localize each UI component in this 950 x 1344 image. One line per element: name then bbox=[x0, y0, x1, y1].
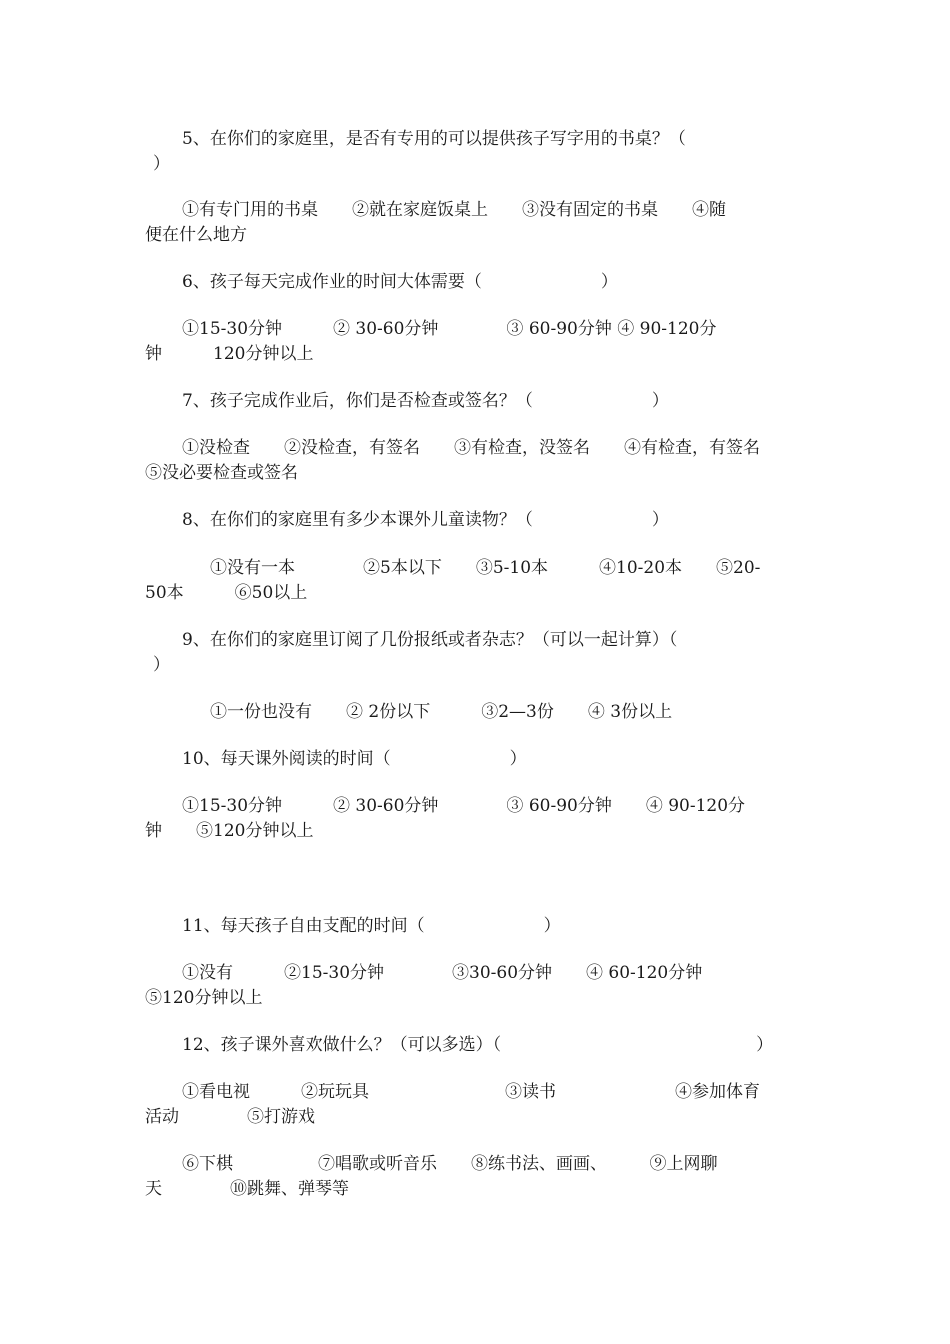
question-9-options: ①一份也没有 ② 2份以下 ③2—3份 ④ 3份以上 bbox=[210, 702, 673, 722]
question-12-options-cont: 活动 ⑤打游戏 bbox=[145, 1107, 315, 1127]
question-6-options: ①15-30分钟 ② 30-60分钟 ③ 60-90分钟 ④ 90-120分 bbox=[182, 319, 717, 339]
question-5-options: ①有专门用的书桌 ②就在家庭饭桌上 ③没有固定的书桌 ④随 bbox=[182, 200, 726, 220]
question-11-options-cont: ⑤120分钟以上 bbox=[145, 988, 263, 1008]
question-10-options: ①15-30分钟 ② 30-60分钟 ③ 60-90分钟 ④ 90-120分 bbox=[182, 796, 746, 816]
question-12-options-extra-cont: 天 ⑩跳舞、弹琴等 bbox=[145, 1179, 349, 1199]
question-7-options: ①没检查 ②没检查，有签名 ③有检查，没签名 ④有检查，有签名 bbox=[182, 438, 760, 458]
question-5-options-cont: 便在什么地方 bbox=[145, 225, 247, 245]
question-12-options: ①看电视 ②玩玩具 ③读书 ④参加体育 bbox=[182, 1082, 760, 1102]
question-8-options: ①没有一本 ②5本以下 ③5-10本 ④10-20本 ⑤20- bbox=[210, 558, 761, 578]
question-5-text-cont: ） bbox=[153, 154, 170, 174]
question-11-options: ①没有 ②15-30分钟 ③30-60分钟 ④ 60-120分钟 bbox=[182, 963, 703, 983]
question-10-text: 10、每天课外阅读的时间（ ） bbox=[182, 749, 527, 769]
question-12-text: 12、孩子课外喜欢做什么？（可以多选）（ ） bbox=[182, 1035, 774, 1055]
question-8-options-cont: 50本 ⑥50以上 bbox=[145, 583, 308, 603]
question-11-text: 11、每天孩子自由支配的时间（ ） bbox=[182, 916, 561, 936]
question-12-options-extra: ⑥下棋 ⑦唱歌或听音乐 ⑧练书法、画画、 ⑨上网聊 bbox=[182, 1154, 718, 1174]
question-5-text: 5、在你们的家庭里，是否有专用的可以提供孩子写字用的书桌？（ bbox=[182, 129, 686, 149]
question-7-options-cont: ⑤没必要检查或签名 bbox=[145, 463, 298, 483]
question-6-text: 6、孩子每天完成作业的时间大体需要（ ） bbox=[182, 272, 618, 292]
question-9-text-cont: ） bbox=[153, 655, 170, 675]
question-10-options-cont: 钟 ⑤120分钟以上 bbox=[145, 821, 314, 841]
question-9-text: 9、在你们的家庭里订阅了几份报纸或者杂志？（可以一起计算）（ bbox=[182, 630, 678, 650]
question-6-options-cont: 钟 120分钟以上 bbox=[145, 344, 314, 364]
question-7-text: 7、孩子完成作业后，你们是否检查或签名？（ ） bbox=[182, 391, 669, 411]
question-8-text: 8、在你们的家庭里有多少本课外儿童读物？（ ） bbox=[182, 510, 669, 530]
